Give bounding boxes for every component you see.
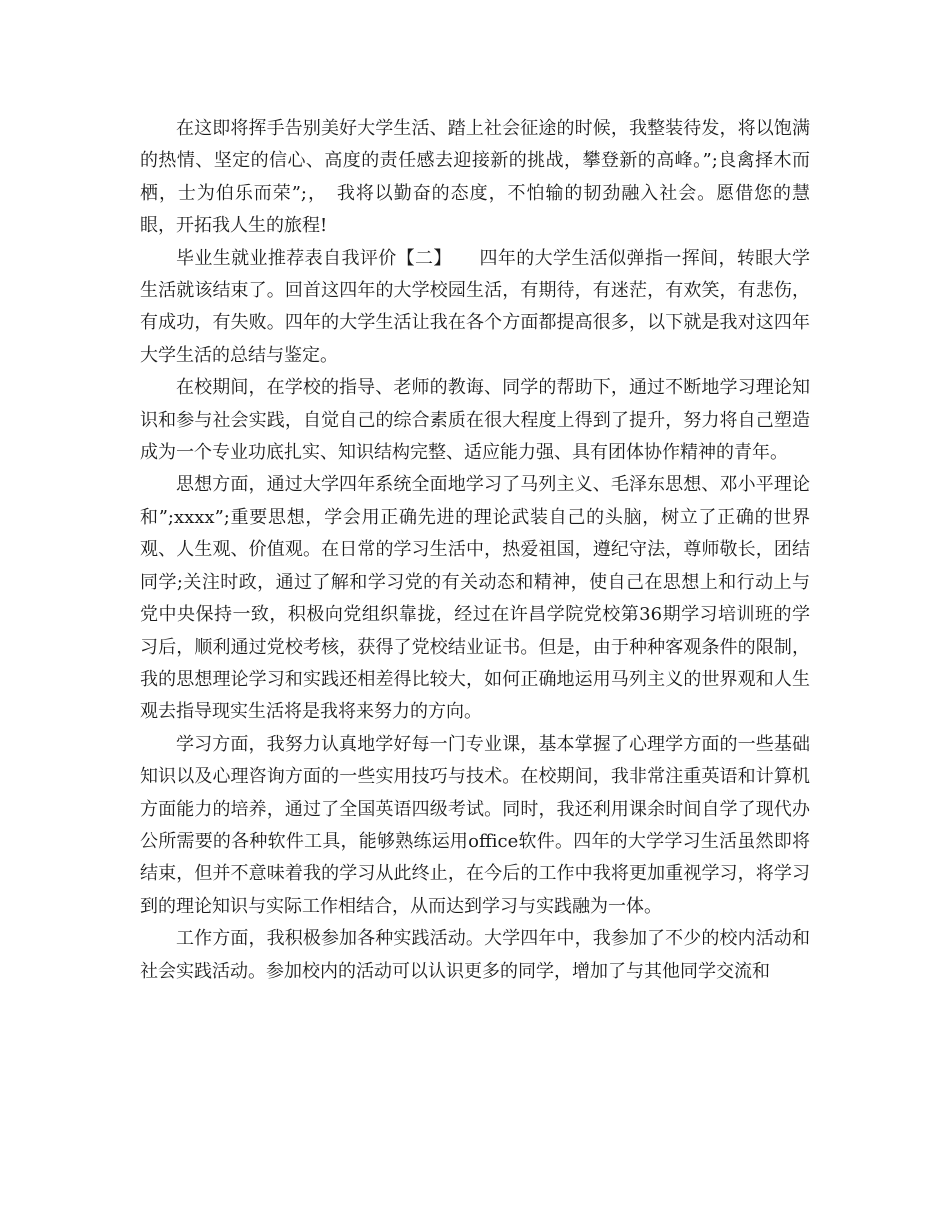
paragraph-school-period: 在校期间，在学校的指导、老师的教诲、同学的帮助下，通过不断地学习理论知识和参与社会实践，自觉自己的综合素质在很大程度上得到了提升，努力将自己塑造成为一个专业功底扎实、知识结构完整、适应能力强、具有团体协作精神的青年。 — [140, 377, 810, 464]
paragraph-closing-remarks: 在这即将挥手告别美好大学生活、踏上社会征途的时候，我整装待发，将以饱满的热情、坚定的信心、高度的责任感去迎接新的挑战，攀登新的高峰。”;良禽择木而栖，士为伯乐而荣”;， 我将以勤奋的态度，不怕输的韧劲融入社会。愿借您的慧眼，开拓我人生的旅程! — [140, 118, 810, 237]
paragraph-self-evaluation-intro: 毕业生就业推荐表自我评价【二】 四年的大学生活似弹指一挥间，转眼大学生活就该结束了。回首这四年的大学校园生活，有期待，有迷茫，有欢笑，有悲伤，有成功，有失败。四年的大学生活让我在各个方面都提高很多，以下就是我对这四年大学生活的总结与鉴定。 — [140, 247, 810, 366]
paragraph-study: 学习方面，我努力认真地学好每一门专业课，基本掌握了心理学方面的一些基础知识以及心理咨询方面的一些实用技巧与技术。在校期间，我非常注重英语和计算机方面能力的培养，通过了全国英语四级考试。同时，我还利用课余时间自学了现代办公所需要的各种软件工具，能够熟练运用office软件。四年的大学学习生活虽然即将结束，但并不意味着我的学习从此终止，在今后的工作中我将更加重视学习，将学习到的理论知识与实际工作相结合，从而达到学习与实践融为一体。 — [140, 733, 810, 917]
paragraph-ideology: 思想方面，通过大学四年系统全面地学习了马列主义、毛泽东思想、邓小平理论和”;xxxx”;重要思想，学会用正确先进的理论武装自己的头脑，树立了正确的世界观、人生观、价值观。在日常的学习生活中，热爱祖国，遵纪守法，尊师敬长，团结同学;关注时政，通过了解和学习党的有关动态和精神，使自己在思想上和行动上与党中央保持一致，积极向党组织靠拢，经过在许昌学院党校第36期学习培训班的学习后，顺利通过党校考核，获得了党校结业证书。但是，由于种种客观条件的限制，我的思想理论学习和实践还相差得比较大，如何正确地运用马列主义的世界观和人生观去指导现实生活将是我将来努力的方向。 — [140, 474, 810, 723]
document-body — [140, 113, 810, 988]
paragraph-work: 工作方面，我积极参加各种实践活动。大学四年中，我参加了不少的校内活动和社会实践活动。参加校内的活动可以认识更多的同学，增加了与其他同学交流和 — [140, 928, 810, 982]
